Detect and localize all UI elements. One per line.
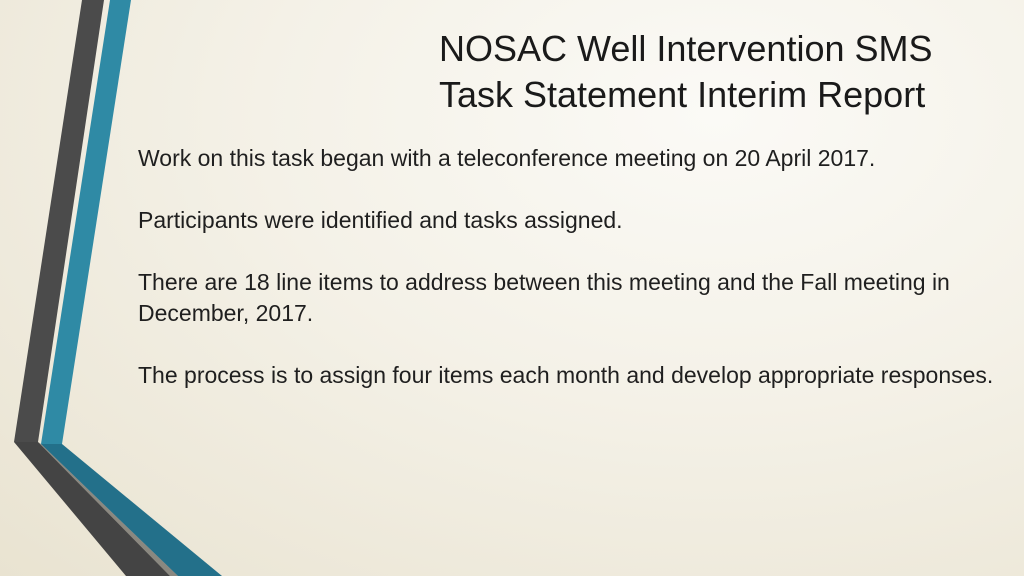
- slide-body: [138, 143, 998, 422]
- paragraph-process: The process is to assign four items each month and develop appropriate responses.: [138, 362, 994, 388]
- title-line-2: Task Statement Interim Report: [439, 74, 926, 115]
- dark-lower-band: [14, 442, 170, 576]
- paragraph-teleconference: Work on this task began with a teleconference meeting on 20 April 2017.: [138, 145, 876, 171]
- paragraph-line-items: There are 18 line items to address between this meeting and the Fall meeting in December, 2017.: [138, 269, 950, 326]
- title-line-1: NOSAC Well Intervention SMS: [439, 28, 933, 69]
- slide-title: [439, 26, 1009, 118]
- paragraph-participants: Participants were identified and tasks assigned.: [138, 207, 623, 233]
- band-shadow: [38, 442, 178, 576]
